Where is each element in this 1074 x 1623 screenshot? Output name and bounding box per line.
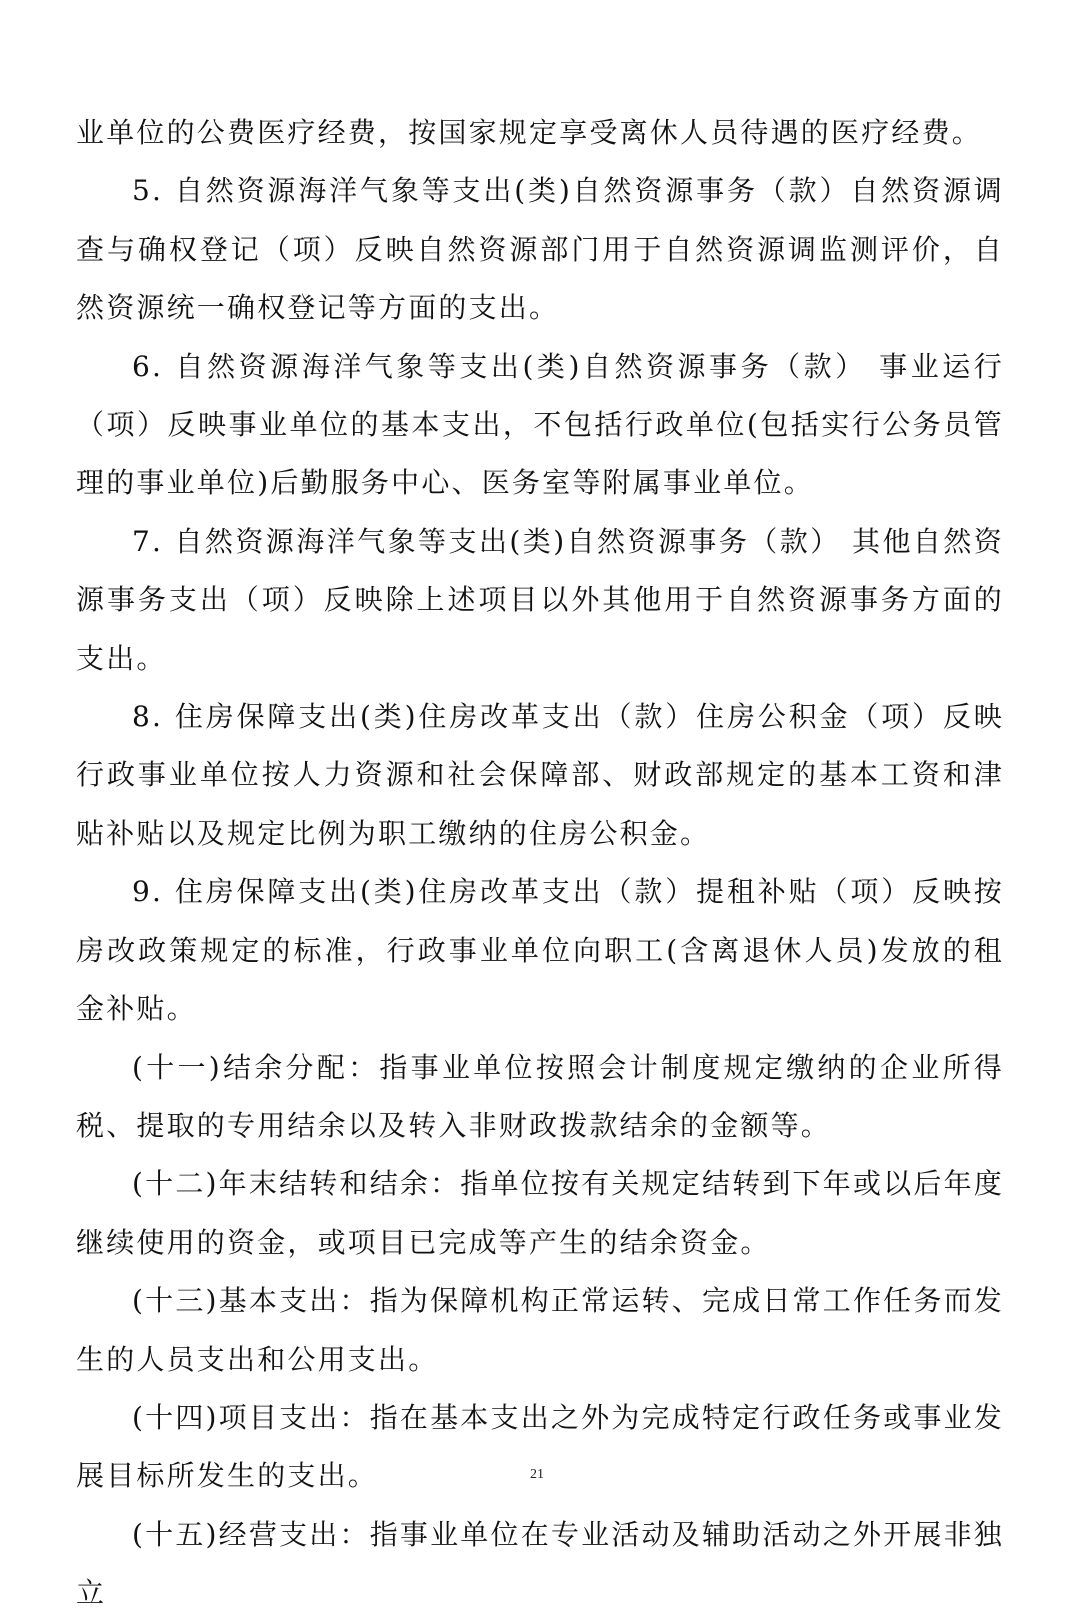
- document-body: [76, 104, 1004, 1623]
- page-number: 21: [530, 1467, 544, 1482]
- paragraph-item-5: 5. 自然资源海洋气象等支出(类)自然资源事务（款）自然资源调查与确权登记（项）反映自然资源部门用于自然资源调监测评价，自然资源统一确权登记等方面的支出。: [76, 174, 1004, 325]
- paragraph-section-13: (十三)基本支出：指为保障机构正常运转、完成日常工作任务而发生的人员支出和公用支出。: [76, 1284, 1004, 1376]
- paragraph-item-9: 9. 住房保障支出(类)住房改革支出（款）提租补贴（项）反映按房改政策规定的标准，行政事业单位向职工(含离退休人员)发放的租金补贴。: [76, 875, 1004, 1026]
- paragraph-section-11: (十一)结余分配：指事业单位按照会计制度规定缴纳的企业所得税、提取的专用结余以及转入非财政拨款结余的金额等。: [76, 1050, 1004, 1142]
- paragraph-section-12: (十二)年末结转和结余：指单位按有关规定结转到下年或以后年度继续使用的资金，或项目已完成等产生的结余资金。: [76, 1167, 1004, 1259]
- paragraph-section-14: (十四)项目支出：指在基本支出之外为完成特定行政任务或事业发展目标所发生的支出。: [76, 1400, 1004, 1493]
- paragraph-item-6: 6. 自然资源海洋气象等支出(类)自然资源事务（款） 事业运行（项）反映事业单位的基本支出，不包括行政单位(包括实行公务员管理的事业单位)后勤服务中心、医务室等附属事业单位。: [76, 349, 1004, 500]
- paragraph-item-8: 8. 住房保障支出(类)住房改革支出（款）住房公积金（项）反映行政事业单位按人力资源和社会保障部、财政部规定的基本工资和津贴补贴以及规定比例为职工缴纳的住房公积金。: [76, 700, 1004, 850]
- paragraph-section-15: (十五)经营支出：指事业单位在专业活动及辅助活动之外开展非独立: [76, 1517, 1004, 1610]
- paragraph-item-7: 7. 自然资源海洋气象等支出(类)自然资源事务（款） 其他自然资源事务支出（项）反映除上述项目以外其他用于自然资源事务方面的支出。: [76, 524, 1004, 675]
- paragraph-continuation: 业单位的公费医疗经费，按国家规定享受离休人员待遇的医疗经费。: [76, 116, 983, 149]
